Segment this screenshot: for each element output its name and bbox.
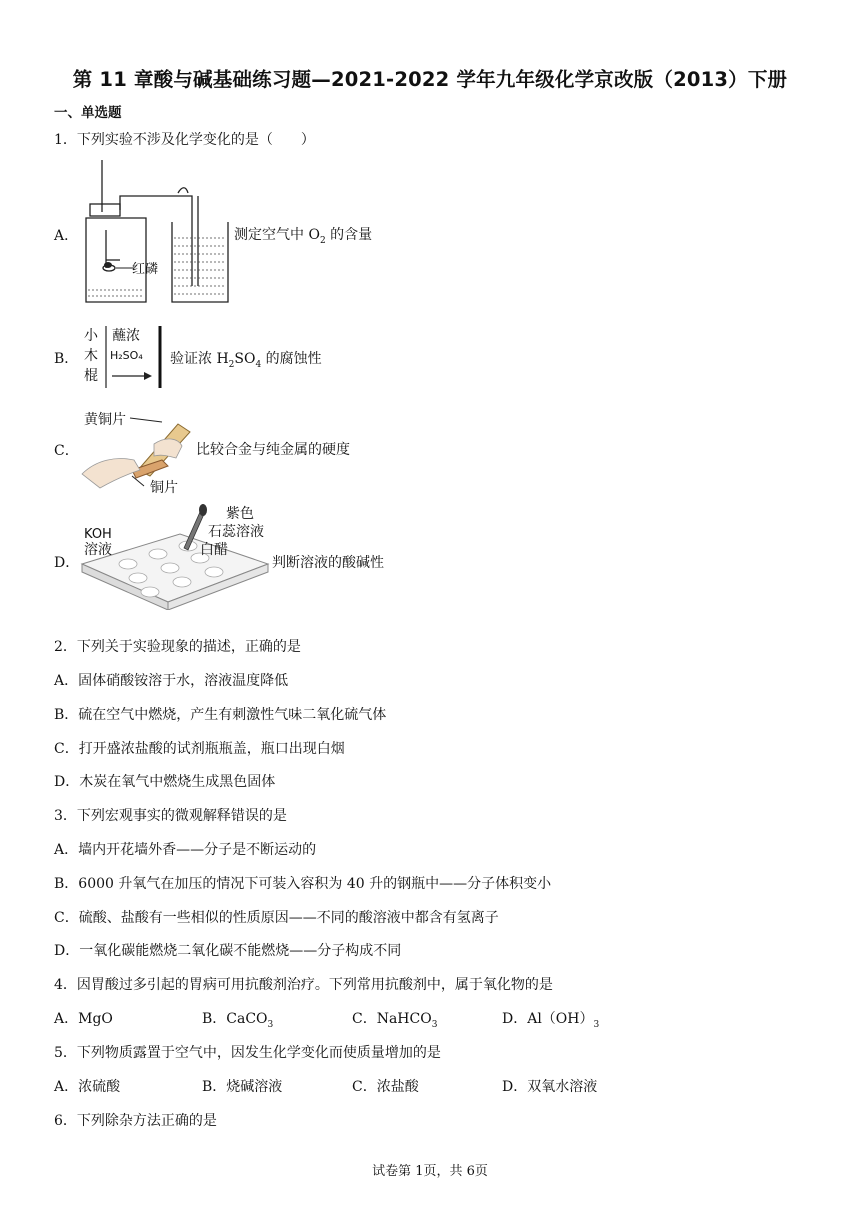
q1-option-d-desc: 判断溶液的酸碱性 — [272, 555, 384, 571]
q2-option-c: C．打开盛浓盐酸的试剂瓶瓶盖，瓶口出现白烟 — [54, 741, 345, 757]
q4-option-c: C．NaHCO$_3$ — [352, 1011, 438, 1030]
label-koh: KOH — [84, 527, 112, 542]
spot-plate-figure-d — [76, 502, 274, 610]
apparatus-figure-a — [76, 160, 236, 306]
q4-option-d: D．$Al(OH)_3$ — [502, 1011, 600, 1030]
q3-option-c: C．硫酸、盐酸有一些相似的性质原因——不同的酸溶液中都含有氢离子 — [54, 910, 499, 926]
label-red-phosphorus: 红磷 — [132, 262, 159, 277]
label-purple: 紫色 — [226, 506, 254, 522]
q3-option-b: B．6000 升氧气在加压的情况下可装入容积为 40 升的钢瓶中——分子体积变小 — [54, 876, 552, 892]
q1-option-d-letter: D． — [54, 555, 80, 571]
page-footer: 试卷第 1页，共 6页 — [372, 1164, 488, 1179]
q1-option-a-letter: A． — [54, 228, 79, 244]
label-small: 小 — [84, 328, 98, 344]
question-5-stem: 5．下列物质露置于空气中，因发生化学变化而使质量增加的是 — [54, 1045, 441, 1061]
label-dip-conc: 蘸浓 — [112, 328, 140, 344]
label-h2so4: H₂SO₄ — [110, 349, 143, 362]
q3-option-d: D．一氧化碳能燃烧二氧化碳不能燃烧——分子构成不同 — [54, 943, 402, 959]
q1-option-b-desc: 验证浓 $H_2SO_4$ 的腐蚀性 — [170, 351, 322, 370]
q3-option-a: A．墙内开花墙外香——分子是不断运动的 — [54, 842, 317, 858]
label-wood: 木 — [84, 348, 98, 364]
page-title: 第 11 章酸与碱基础练习题—2021-2022 学年九年级化学京改版（2013）下册 — [72, 68, 788, 91]
label-litmus: 石蕊溶液 — [208, 524, 264, 540]
q1-option-c-desc: 比较合金与纯金属的硬度 — [196, 442, 350, 458]
wooden-stick-figure-b — [78, 322, 166, 390]
q4-option-a: A．MgO — [54, 1011, 113, 1027]
q1-option-b-letter: B． — [54, 351, 79, 367]
question-6-stem: 6．下列除杂方法正确的是 — [54, 1113, 217, 1129]
question-1-stem: 1．下列实验不涉及化学变化的是（ ） — [54, 132, 315, 148]
question-4-stem: 4．因胃酸过多引起的胃病可用抗酸剂治疗。下列常用抗酸剂中，属于氧化物的是 — [54, 977, 553, 993]
q2-option-b: B．硫在空气中燃烧，产生有刺激性气味二氧化硫气体 — [54, 707, 387, 723]
brass-copper-figure-c — [78, 404, 196, 496]
question-2-stem: 2．下列关于实验现象的描述，正确的是 — [54, 639, 301, 655]
q2-option-d: D．木炭在氧气中燃烧生成黑色固体 — [54, 774, 276, 790]
q1-option-a-desc: 测定空气中 $O_2$ 的含量 — [234, 227, 373, 246]
section-heading: 一、单选题 — [54, 105, 122, 121]
label-copper: 铜片 — [150, 480, 178, 496]
q5-option-a: A．浓硫酸 — [54, 1079, 121, 1095]
q2-option-a: A．固体硝酸铵溶于水，溶液温度降低 — [54, 673, 289, 689]
q5-option-c: C．浓盐酸 — [352, 1079, 419, 1095]
label-solution: 溶液 — [84, 542, 112, 558]
q1-option-c-letter: C． — [54, 443, 79, 459]
q5-option-d: D．双氧水溶液 — [502, 1079, 598, 1095]
label-brass: 黄铜片 — [84, 412, 126, 428]
label-vinegar: 白醋 — [200, 542, 228, 558]
q4-option-b: B．CaCO$_3$ — [202, 1011, 274, 1030]
q5-option-b: B．烧碱溶液 — [202, 1079, 283, 1095]
question-3-stem: 3．下列宏观事实的微观解释错误的是 — [54, 808, 287, 824]
label-stick: 棍 — [84, 368, 98, 384]
